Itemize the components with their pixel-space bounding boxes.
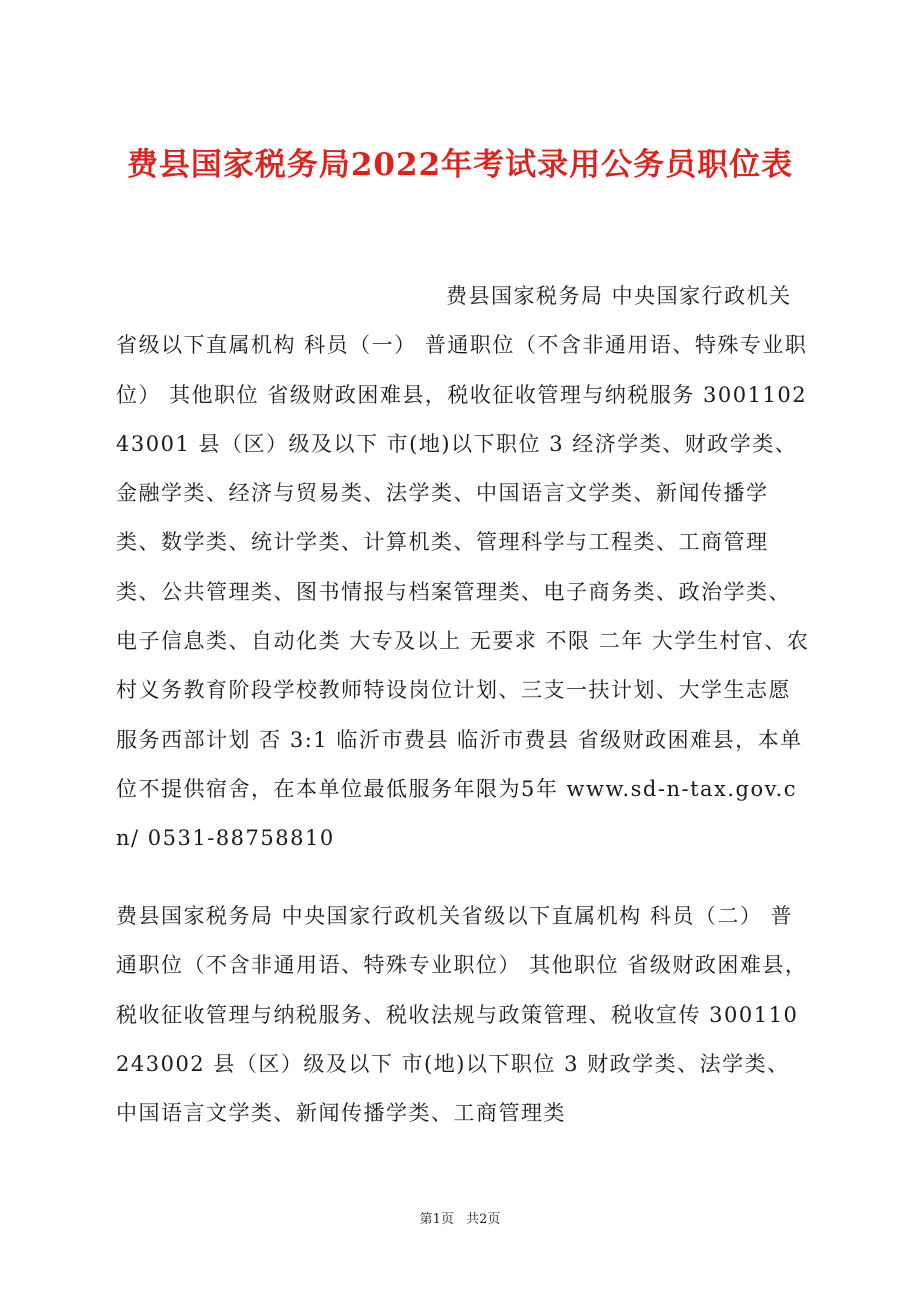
page-number: 第1页: [419, 1212, 454, 1227]
page-total: 共2页: [466, 1212, 501, 1227]
document-title: 费县国家税务局2022年考试录用公务员职位表: [126, 147, 794, 183]
page-footer: [0, 1208, 920, 1227]
position-entry-2: 费县国家税务局 中央国家行政机关省级以下直属机构 科员（二） 普通职位（不含非通用语、特殊专业职位） 其他职位 省级财政困难县，税收征收管理与纳税服务、税收法规与政策管理、税收宣传 300110243002 县（区）级及以下 市(地)以下职位 3 财政学类、法学类、中国语言文学类、新闻传播学类、工商管理类: [116, 904, 808, 1126]
position-entry-1: 费县国家税务局 中央国家行政机关省级以下直属机构 科员（一） 普通职位（不含非通用语、特殊专业职位） 其他职位 省级财政困难县，税收征收管理与纳税服务 300110243001 县（区）级及以下 市(地)以下职位 3 经济学类、财政学类、金融学类、经济与贸易类、法学类、中国语言文学类、新闻传播学类、数学类、统计学类、计算机类、管理科学与工程类、工商管理类、公共管理类、图书情报与档案管理类、电子商务类、政治学类、电子信息类、自动化类 大专及以上 无要求 不限 二年 大学生村官、农村义务教育阶段学校教师特设岗位计划、三支一扶计划、大学生志愿服务西部计划 否 3:1 临沂市费县 临沂市费县 省级财政困难县，本单位不提供宿舍，在本单位最低服务年限为5年 www.sd-n-tax.gov.cn/ 0531-88758810: [116, 284, 810, 851]
